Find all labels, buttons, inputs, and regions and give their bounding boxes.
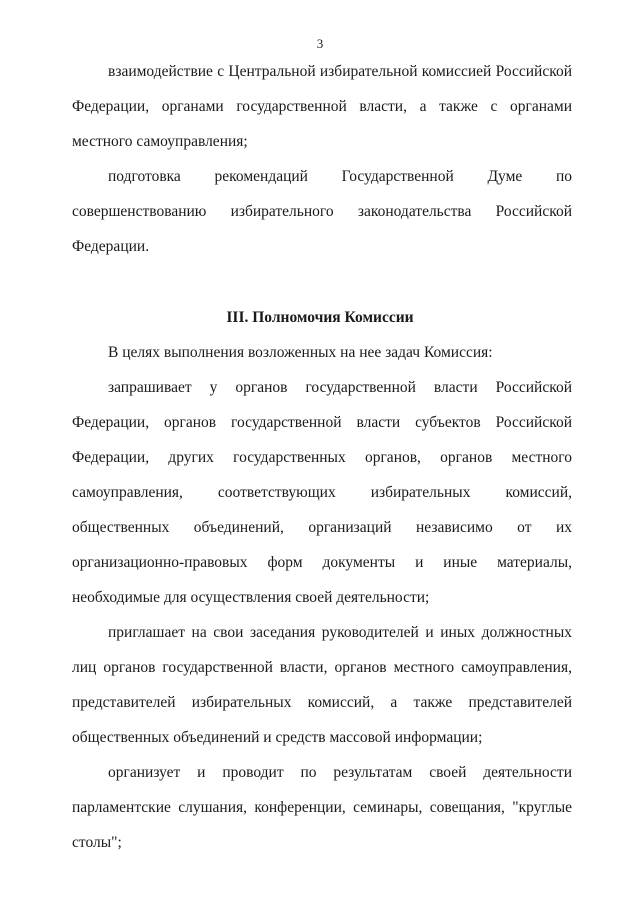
paragraph-intro: В целях выполнения возложенных на нее задач Комиссия: <box>108 344 493 361</box>
paragraph-organizes: организует и проводит по результатам своей деятельности парламентские слушания, конференции, семинары, совещания, "круглые столы"; <box>72 764 572 851</box>
paragraph-invites: приглашает на свои заседания руководителей и иных должностных лиц органов государственной власти, органов местного самоуправления, представителей избирательных комиссий, а также представителей общественных объединений и средств массовой информации; <box>72 624 572 746</box>
paragraph-requests: запрашивает у органов государственной власти Российской Федерации, органов государственной власти субъектов Российской Федерации, других государственных органов, органов местного самоуправления, соответствующих избирательных комиссий, общественных объединений, организаций независимо от их организационно-правовых форм документы и иные материалы, необходимые для осуществления своей деятельности; <box>72 379 572 606</box>
paragraph-recommendations: подготовка рекомендаций Государственной Думе по совершенствованию избирательного законодательства Российской Федерации. <box>72 168 572 255</box>
paragraph-interaction: взаимодействие с Центральной избирательной комиссией Российской Федерации, органами государственной власти, а также с органами местного самоуправления; <box>72 63 572 150</box>
section-heading: III. Полномочия Комиссии <box>226 309 414 326</box>
page-number: 3 <box>316 36 324 51</box>
